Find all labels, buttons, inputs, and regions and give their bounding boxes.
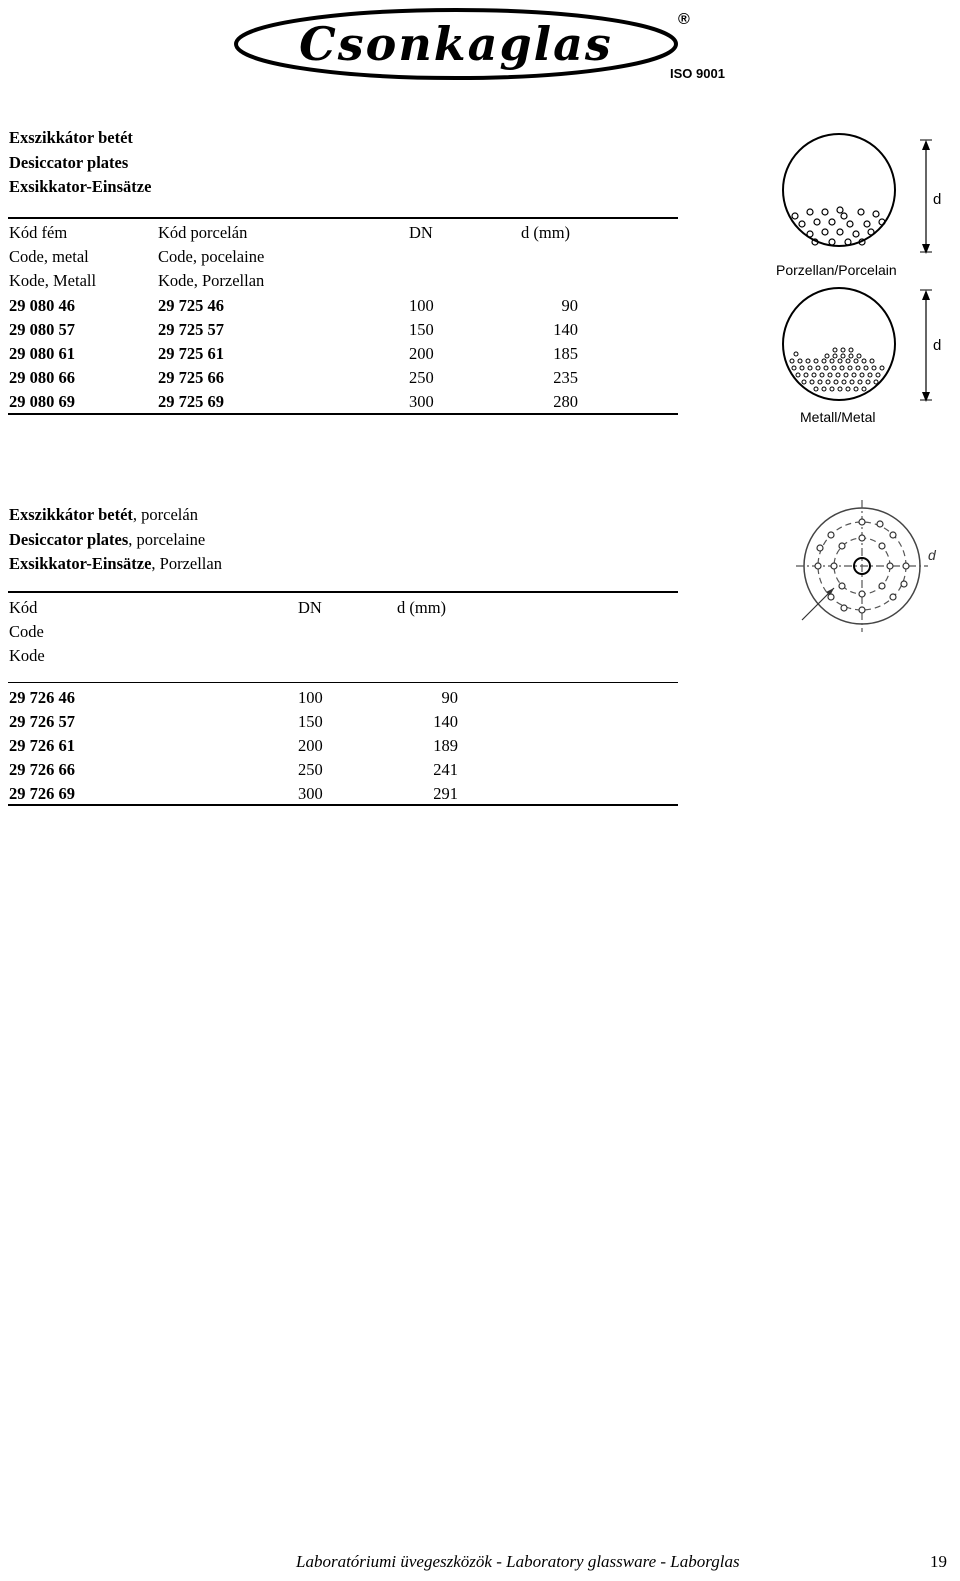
section2-title-hu (9, 503, 222, 528)
cell-dn: 150 (298, 712, 323, 731)
porcelain-plate-drawing (790, 496, 950, 636)
cell-code-porcelain: 29 725 66 (158, 368, 224, 387)
cell-code: 29 726 69 (9, 784, 75, 803)
cell-d: 291 (433, 784, 458, 803)
cell-code-metal: 29 080 66 (9, 368, 75, 387)
table2-header-d: d (mm) (397, 598, 447, 617)
title-hu-bold: Exszikkátor betét (9, 505, 133, 524)
cell-code-metal: 29 080 57 (9, 320, 75, 339)
section2-title (9, 503, 222, 577)
header-code-en: Code (9, 622, 44, 641)
cell-code: 29 726 66 (9, 760, 75, 779)
header-code-porcelain-de: Kode, Porzellan (158, 271, 265, 290)
footer-text: Laboratóriumi üvegeszközök - Laboratory glassware - Laborglas (296, 1552, 740, 1571)
cell-dn: 250 (298, 760, 323, 779)
cell-dn: 300 (298, 784, 323, 803)
cell-dn: 200 (409, 344, 434, 363)
section1-title-hu: Exszikkátor betét (9, 128, 133, 147)
dim-label-3: d (928, 547, 936, 563)
title-de-bold: Exsikkator-Einsätze (9, 554, 152, 573)
cell-d: 140 (553, 320, 578, 339)
cell-dn: 100 (409, 296, 434, 315)
table2-top-rule (8, 591, 678, 593)
cell-d: 90 (561, 296, 578, 315)
cell-dn: 300 (409, 392, 434, 411)
cell-code-porcelain: 29 725 61 (158, 344, 224, 363)
table1-bottom-rule (8, 413, 678, 415)
label-porcelain: Porzellan/Porcelain (776, 262, 897, 278)
title-en-suffix: , porcelaine (128, 529, 206, 549)
cell-code-porcelain: 29 725 57 (158, 320, 224, 339)
plate-drawings-figure (770, 128, 950, 428)
cell-code-metal: 29 080 69 (9, 392, 75, 411)
cell-dn: 200 (298, 736, 323, 755)
header-code-de: Kode (9, 646, 45, 665)
cell-d: 241 (433, 760, 458, 779)
header-code-porcelain-en: Code, pocelaine (158, 247, 265, 266)
dim-label-1: d (933, 191, 942, 208)
table2-header-dn: DN (298, 598, 322, 617)
title-hu-suffix: , porcelán (132, 505, 198, 524)
cell-code-porcelain: 29 725 69 (158, 392, 224, 411)
title-en-bold: Desiccator plates (9, 529, 129, 549)
cell-d: 140 (433, 712, 458, 731)
section1-title (9, 126, 151, 200)
header-code-porcelain-hu: Kód porcelán (158, 223, 248, 242)
table1-header-col2 (158, 221, 264, 293)
cell-d: 185 (553, 344, 578, 363)
cell-code-metal: 29 080 46 (9, 296, 75, 315)
svg-text:Csonkaglas: Csonkaglas (299, 17, 613, 71)
svg-text:ISO 9001: ISO 9001 (670, 66, 725, 81)
cell-code: 29 726 57 (9, 712, 75, 731)
dim-label-2: d (933, 337, 942, 354)
table2-header-code (9, 596, 45, 668)
page-number: 19 (930, 1552, 947, 1571)
table1-header-col1 (9, 221, 96, 293)
company-logo (232, 4, 740, 84)
cell-d: 235 (553, 368, 578, 387)
cell-dn: 100 (298, 688, 323, 707)
cell-code-metal: 29 080 61 (9, 344, 75, 363)
table1-top-rule (8, 217, 678, 219)
page-footer (296, 1552, 956, 1572)
title-de-suffix: , Porzellan (151, 554, 222, 573)
section1-title-en: Desiccator plates (9, 152, 129, 172)
section2-title-en (9, 528, 222, 553)
cell-code: 29 726 46 (9, 688, 75, 707)
header-code-hu: Kód (9, 598, 38, 617)
svg-text:®: ® (678, 11, 690, 28)
cell-d: 189 (433, 736, 458, 755)
cell-code: 29 726 61 (9, 736, 75, 755)
section1-title-de: Exsikkator-Einsätze (9, 177, 152, 196)
cell-dn: 250 (409, 368, 434, 387)
header-code-metal-de: Kode, Metall (9, 271, 97, 290)
cell-d: 90 (441, 688, 458, 707)
section2-title-de (9, 552, 222, 577)
table2-bottom-rule (8, 804, 678, 806)
table1-header-d: d (mm) (521, 223, 571, 242)
cell-code-porcelain: 29 725 46 (158, 296, 224, 315)
cell-d: 280 (553, 392, 578, 411)
header-code-metal-en: Code, metal (9, 247, 89, 266)
label-metal: Metall/Metal (800, 409, 876, 425)
table2-header-rule (8, 682, 678, 683)
cell-dn: 150 (409, 320, 434, 339)
table1-header-dn: DN (409, 223, 433, 242)
header-code-metal-hu: Kód fém (9, 223, 68, 242)
